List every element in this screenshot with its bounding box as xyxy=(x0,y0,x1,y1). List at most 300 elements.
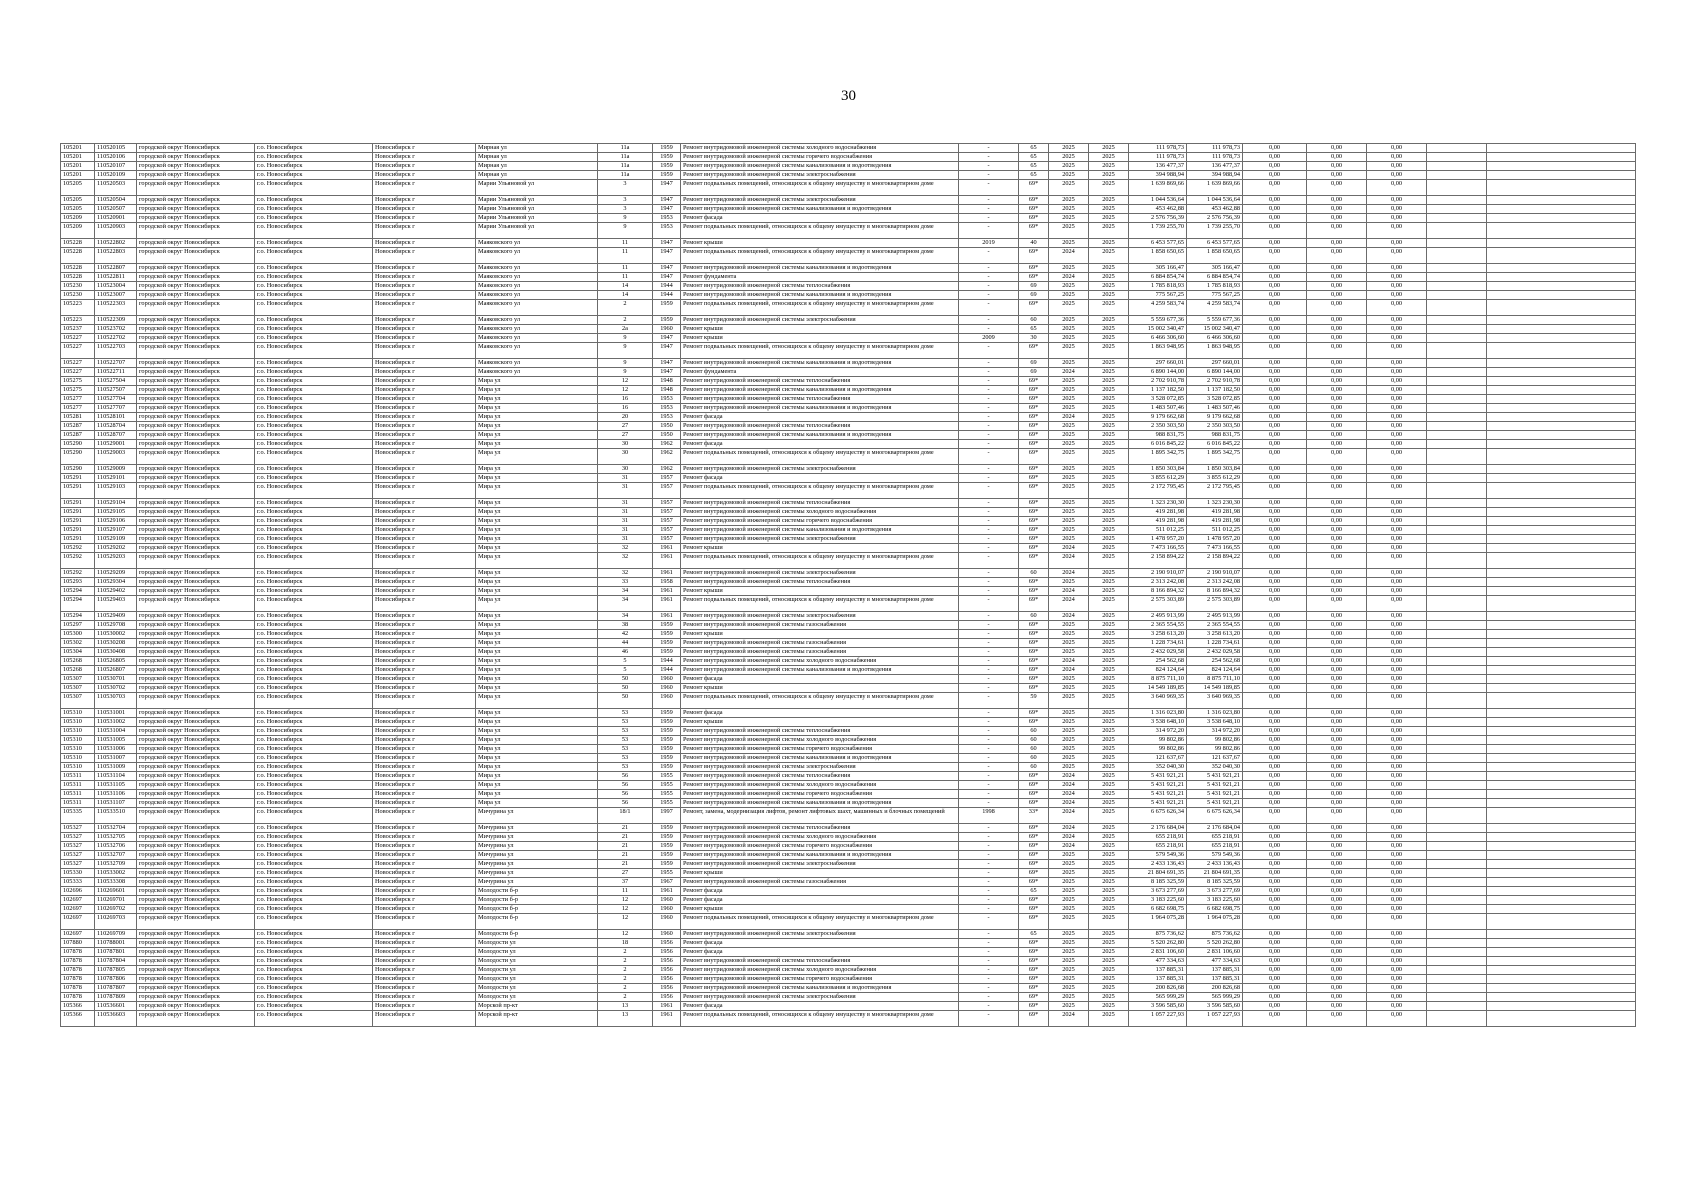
cell-fund-cost: 3 528 072,85 xyxy=(1187,395,1243,404)
table-row xyxy=(61,869,1636,878)
cell-budget-local: 0,00 xyxy=(1367,465,1427,474)
cell-total-cost: 6 466 306,60 xyxy=(1129,334,1187,343)
cell-extra-2 xyxy=(1487,300,1636,316)
cell-fund-cost: 121 637,67 xyxy=(1187,754,1243,763)
cell-street: Мичурина ул xyxy=(476,860,598,869)
cell-settlement: г.о. Новосибирск xyxy=(255,860,373,869)
cell-plan-end: 2025 xyxy=(1089,248,1129,264)
cell-locality: Новосибирск г xyxy=(373,709,476,718)
cell-last-repair-year: - xyxy=(959,171,1019,180)
cell-wear: 69 xyxy=(1019,282,1049,291)
cell-fund-cost: 988 831,75 xyxy=(1187,431,1243,440)
table-row xyxy=(61,630,1636,639)
cell-house-id: 102697 xyxy=(61,930,95,939)
cell-wear: 69 xyxy=(1019,359,1049,368)
cell-work-id: 110523702 xyxy=(95,325,137,334)
cell-work-id: 110530002 xyxy=(95,630,137,639)
cell-fund-cost: 1 316 023,80 xyxy=(1187,709,1243,718)
cell-budget-local: 0,00 xyxy=(1367,948,1427,957)
cell-fund-cost: 3 538 648,10 xyxy=(1187,718,1243,727)
cell-build-year: 1953 xyxy=(653,214,681,223)
cell-budget-federal: 0,00 xyxy=(1243,736,1307,745)
cell-plan-start: 2025 xyxy=(1049,144,1089,153)
cell-locality: Новосибирск г xyxy=(373,264,476,273)
cell-extra-2 xyxy=(1487,413,1636,422)
table-row xyxy=(61,291,1636,300)
cell-settlement: г.о. Новосибирск xyxy=(255,1002,373,1011)
cell-plan-end: 2025 xyxy=(1089,171,1129,180)
cell-budget-local: 0,00 xyxy=(1367,1002,1427,1011)
cell-total-cost: 5 431 921,21 xyxy=(1129,781,1187,790)
table-row xyxy=(61,799,1636,808)
cell-budget-regional: 0,00 xyxy=(1307,914,1367,930)
cell-extra-2 xyxy=(1487,957,1636,966)
cell-budget-federal: 0,00 xyxy=(1243,587,1307,596)
cell-extra-1 xyxy=(1427,639,1487,648)
cell-budget-regional: 0,00 xyxy=(1307,833,1367,842)
cell-municipality: городской округ Новосибирск xyxy=(137,144,255,153)
cell-budget-local: 0,00 xyxy=(1367,914,1427,930)
cell-house-number: 31 xyxy=(598,526,653,535)
cell-plan-end: 2025 xyxy=(1089,860,1129,869)
cell-settlement: г.о. Новосибирск xyxy=(255,569,373,578)
cell-last-repair-year: - xyxy=(959,948,1019,957)
cell-municipality: городской округ Новосибирск xyxy=(137,957,255,966)
cell-municipality: городской округ Новосибирск xyxy=(137,162,255,171)
cell-plan-end: 2025 xyxy=(1089,214,1129,223)
cell-extra-1 xyxy=(1427,544,1487,553)
cell-house-id: 102697 xyxy=(61,896,95,905)
cell-locality: Новосибирск г xyxy=(373,781,476,790)
cell-work-id: 110522802 xyxy=(95,239,137,248)
cell-work-type: Ремонт внутридомовой инженерной системы газоснабжения xyxy=(681,621,959,630)
cell-fund-cost: 136 477,37 xyxy=(1187,162,1243,171)
cell-plan-start: 2024 xyxy=(1049,842,1089,851)
cell-build-year: 1947 xyxy=(653,359,681,368)
cell-budget-federal: 0,00 xyxy=(1243,860,1307,869)
cell-house-number: 27 xyxy=(598,869,653,878)
cell-extra-1 xyxy=(1427,693,1487,709)
cell-budget-regional: 0,00 xyxy=(1307,657,1367,666)
cell-wear: 69* xyxy=(1019,799,1049,808)
cell-plan-start: 2024 xyxy=(1049,368,1089,377)
cell-wear: 69* xyxy=(1019,214,1049,223)
cell-build-year: 1959 xyxy=(653,745,681,754)
cell-budget-regional: 0,00 xyxy=(1307,465,1367,474)
cell-settlement: г.о. Новосибирск xyxy=(255,291,373,300)
cell-budget-regional: 0,00 xyxy=(1307,666,1367,675)
cell-budget-local: 0,00 xyxy=(1367,325,1427,334)
cell-municipality: городской округ Новосибирск xyxy=(137,440,255,449)
cell-budget-federal: 0,00 xyxy=(1243,180,1307,196)
cell-plan-end: 2025 xyxy=(1089,431,1129,440)
cell-settlement: г.о. Новосибирск xyxy=(255,273,373,282)
cell-last-repair-year: 2009 xyxy=(959,334,1019,343)
cell-house-number: 27 xyxy=(598,422,653,431)
cell-extra-2 xyxy=(1487,621,1636,630)
cell-locality: Новосибирск г xyxy=(373,440,476,449)
cell-house-number: 31 xyxy=(598,535,653,544)
cell-house-number: 31 xyxy=(598,483,653,499)
cell-house-number: 5 xyxy=(598,657,653,666)
cell-total-cost: 3 538 648,10 xyxy=(1129,718,1187,727)
cell-work-id: 110520504 xyxy=(95,196,137,205)
cell-work-type: Ремонт фасада xyxy=(681,440,959,449)
cell-house-number: 14 xyxy=(598,282,653,291)
table-row xyxy=(61,334,1636,343)
cell-settlement: г.о. Новосибирск xyxy=(255,578,373,587)
cell-wear: 69* xyxy=(1019,535,1049,544)
cell-plan-end: 2025 xyxy=(1089,869,1129,878)
cell-house-number: 11 xyxy=(598,887,653,896)
cell-work-type: Ремонт внутридомовой инженерной системы канализования и водоотведения xyxy=(681,431,959,440)
cell-work-id: 110529104 xyxy=(95,499,137,508)
cell-work-type: Ремонт внутридомовой инженерной системы холодного водоснабжения xyxy=(681,657,959,666)
cell-plan-start: 2025 xyxy=(1049,675,1089,684)
table-row xyxy=(61,684,1636,693)
cell-house-id: 105327 xyxy=(61,851,95,860)
cell-house-number: 12 xyxy=(598,386,653,395)
cell-build-year: 1962 xyxy=(653,440,681,449)
table-row xyxy=(61,153,1636,162)
cell-work-type: Ремонт внутридомовой инженерной системы канализования и водоотведения xyxy=(681,291,959,300)
cell-locality: Новосибирск г xyxy=(373,171,476,180)
cell-house-id: 105300 xyxy=(61,630,95,639)
cell-house-id: 105302 xyxy=(61,639,95,648)
cell-wear: 65 xyxy=(1019,325,1049,334)
cell-wear: 69* xyxy=(1019,621,1049,630)
cell-total-cost: 6 453 577,65 xyxy=(1129,239,1187,248)
cell-total-cost: 824 124,64 xyxy=(1129,666,1187,675)
cell-extra-1 xyxy=(1427,1011,1487,1027)
cell-municipality: городской округ Новосибирск xyxy=(137,772,255,781)
cell-wear: 65 xyxy=(1019,930,1049,939)
cell-build-year: 1944 xyxy=(653,291,681,300)
cell-settlement: г.о. Новосибирск xyxy=(255,842,373,851)
cell-locality: Новосибирск г xyxy=(373,431,476,440)
cell-last-repair-year: - xyxy=(959,745,1019,754)
cell-budget-local: 0,00 xyxy=(1367,709,1427,718)
cell-street: Мира ул xyxy=(476,630,598,639)
cell-work-id: 110520901 xyxy=(95,214,137,223)
cell-work-id: 110530701 xyxy=(95,675,137,684)
cell-extra-2 xyxy=(1487,553,1636,569)
cell-work-id: 110529109 xyxy=(95,535,137,544)
cell-work-id: 110529209 xyxy=(95,569,137,578)
cell-total-cost: 2 702 910,78 xyxy=(1129,377,1187,386)
cell-plan-start: 2025 xyxy=(1049,966,1089,975)
cell-fund-cost: 1 137 182,50 xyxy=(1187,386,1243,395)
cell-total-cost: 1 478 957,20 xyxy=(1129,535,1187,544)
table-row xyxy=(61,851,1636,860)
cell-budget-regional: 0,00 xyxy=(1307,316,1367,325)
cell-house-id: 105311 xyxy=(61,799,95,808)
cell-locality: Новосибирск г xyxy=(373,196,476,205)
cell-work-id: 110532706 xyxy=(95,842,137,851)
cell-total-cost: 6 884 854,74 xyxy=(1129,273,1187,282)
table-row xyxy=(61,526,1636,535)
cell-locality: Новосибирск г xyxy=(373,621,476,630)
cell-locality: Новосибирск г xyxy=(373,239,476,248)
cell-total-cost: 1 858 650,65 xyxy=(1129,248,1187,264)
cell-build-year: 1961 xyxy=(653,1011,681,1027)
cell-budget-federal: 0,00 xyxy=(1243,781,1307,790)
cell-plan-end: 2025 xyxy=(1089,386,1129,395)
cell-total-cost: 1 639 869,66 xyxy=(1129,180,1187,196)
cell-house-id: 105294 xyxy=(61,612,95,621)
cell-locality: Новосибирск г xyxy=(373,824,476,833)
cell-locality: Новосибирск г xyxy=(373,282,476,291)
cell-wear: 60 xyxy=(1019,754,1049,763)
cell-work-type: Ремонт подвальных помещений, относящихся к общему имуществу в многоквартирном доме xyxy=(681,343,959,359)
cell-locality: Новосибирск г xyxy=(373,223,476,239)
cell-work-type: Ремонт внутридомовой инженерной системы холодного водоснабжения xyxy=(681,736,959,745)
cell-budget-regional: 0,00 xyxy=(1307,359,1367,368)
cell-plan-start: 2025 xyxy=(1049,291,1089,300)
table-row xyxy=(61,612,1636,621)
cell-total-cost: 5 559 677,36 xyxy=(1129,316,1187,325)
cell-budget-local: 0,00 xyxy=(1367,718,1427,727)
cell-street: Мирная ул xyxy=(476,171,598,180)
cell-total-cost: 2 158 894,22 xyxy=(1129,553,1187,569)
cell-plan-end: 2025 xyxy=(1089,851,1129,860)
cell-work-type: Ремонт крыши xyxy=(681,239,959,248)
cell-extra-1 xyxy=(1427,377,1487,386)
cell-locality: Новосибирск г xyxy=(373,648,476,657)
cell-extra-2 xyxy=(1487,754,1636,763)
cell-wear: 69* xyxy=(1019,499,1049,508)
cell-plan-start: 2024 xyxy=(1049,799,1089,808)
cell-extra-2 xyxy=(1487,869,1636,878)
table-row xyxy=(61,395,1636,404)
cell-total-cost: 3 640 969,35 xyxy=(1129,693,1187,709)
cell-budget-federal: 0,00 xyxy=(1243,569,1307,578)
cell-work-type: Ремонт крыши xyxy=(681,869,959,878)
cell-street: Молодости ул xyxy=(476,966,598,975)
cell-house-id: 105294 xyxy=(61,587,95,596)
cell-work-type: Ремонт внутридомовой инженерной системы горячего водоснабжения xyxy=(681,745,959,754)
cell-budget-regional: 0,00 xyxy=(1307,535,1367,544)
cell-wear: 69 xyxy=(1019,291,1049,300)
cell-build-year: 1959 xyxy=(653,727,681,736)
cell-locality: Новосибирск г xyxy=(373,966,476,975)
cell-build-year: 1961 xyxy=(653,587,681,596)
cell-work-type: Ремонт внутридомовой инженерной системы холодного водоснабжения xyxy=(681,144,959,153)
cell-plan-end: 2025 xyxy=(1089,948,1129,957)
cell-plan-start: 2025 xyxy=(1049,474,1089,483)
cell-street: Мира ул xyxy=(476,799,598,808)
cell-work-type: Ремонт фасада xyxy=(681,709,959,718)
cell-settlement: г.о. Новосибирск xyxy=(255,709,373,718)
cell-plan-start: 2025 xyxy=(1049,736,1089,745)
cell-plan-end: 2025 xyxy=(1089,300,1129,316)
cell-fund-cost: 2 433 136,43 xyxy=(1187,860,1243,869)
cell-build-year: 1959 xyxy=(653,851,681,860)
cell-locality: Новосибирск г xyxy=(373,878,476,887)
cell-extra-1 xyxy=(1427,205,1487,214)
cell-plan-start: 2025 xyxy=(1049,984,1089,993)
cell-fund-cost: 2 176 684,04 xyxy=(1187,824,1243,833)
cell-house-id: 105307 xyxy=(61,684,95,693)
cell-plan-start: 2025 xyxy=(1049,465,1089,474)
cell-settlement: г.о. Новосибирск xyxy=(255,736,373,745)
cell-locality: Новосибирск г xyxy=(373,483,476,499)
cell-street: Молодости б-р xyxy=(476,896,598,905)
cell-build-year: 1960 xyxy=(653,684,681,693)
cell-work-type: Ремонт фасада xyxy=(681,413,959,422)
cell-fund-cost: 137 885,31 xyxy=(1187,966,1243,975)
cell-locality: Новосибирск г xyxy=(373,905,476,914)
cell-budget-regional: 0,00 xyxy=(1307,526,1367,535)
cell-build-year: 1957 xyxy=(653,535,681,544)
cell-work-id: 110529402 xyxy=(95,587,137,596)
cell-plan-end: 2025 xyxy=(1089,887,1129,896)
cell-extra-1 xyxy=(1427,535,1487,544)
cell-fund-cost: 1 228 734,61 xyxy=(1187,639,1243,648)
cell-budget-local: 0,00 xyxy=(1367,239,1427,248)
cell-street: Мира ул xyxy=(476,639,598,648)
cell-build-year: 1955 xyxy=(653,790,681,799)
cell-build-year: 1955 xyxy=(653,781,681,790)
cell-budget-federal: 0,00 xyxy=(1243,612,1307,621)
cell-house-number: 11а xyxy=(598,144,653,153)
cell-budget-regional: 0,00 xyxy=(1307,851,1367,860)
cell-budget-regional: 0,00 xyxy=(1307,684,1367,693)
cell-house-number: 34 xyxy=(598,596,653,612)
cell-locality: Новосибирск г xyxy=(373,745,476,754)
cell-budget-regional: 0,00 xyxy=(1307,799,1367,808)
cell-build-year: 1953 xyxy=(653,404,681,413)
cell-total-cost: 6 890 144,00 xyxy=(1129,368,1187,377)
cell-wear: 69* xyxy=(1019,630,1049,639)
cell-extra-2 xyxy=(1487,630,1636,639)
cell-fund-cost: 1 057 227,93 xyxy=(1187,1011,1243,1027)
cell-street: Маяковского ул xyxy=(476,248,598,264)
cell-municipality: городской округ Новосибирск xyxy=(137,413,255,422)
cell-wear: 69* xyxy=(1019,993,1049,1002)
cell-wear: 65 xyxy=(1019,171,1049,180)
cell-street: Мира ул xyxy=(476,596,598,612)
cell-total-cost: 21 804 691,35 xyxy=(1129,869,1187,878)
table-row xyxy=(61,596,1636,612)
cell-work-type: Ремонт крыши xyxy=(681,587,959,596)
cell-total-cost: 1 964 075,28 xyxy=(1129,914,1187,930)
cell-work-id: 110522711 xyxy=(95,368,137,377)
cell-work-id: 110527707 xyxy=(95,404,137,413)
cell-municipality: городской округ Новосибирск xyxy=(137,993,255,1002)
table-row xyxy=(61,171,1636,180)
cell-settlement: г.о. Новосибирск xyxy=(255,214,373,223)
cell-work-id: 110529202 xyxy=(95,544,137,553)
cell-house-id: 105366 xyxy=(61,1002,95,1011)
cell-budget-local: 0,00 xyxy=(1367,171,1427,180)
cell-plan-end: 2025 xyxy=(1089,587,1129,596)
cell-municipality: городской округ Новосибирск xyxy=(137,666,255,675)
cell-municipality: городской округ Новосибирск xyxy=(137,930,255,939)
cell-locality: Новосибирск г xyxy=(373,718,476,727)
cell-street: Мира ул xyxy=(476,449,598,465)
cell-total-cost: 2 172 795,45 xyxy=(1129,483,1187,499)
cell-house-number: 9 xyxy=(598,359,653,368)
cell-last-repair-year: - xyxy=(959,569,1019,578)
cell-extra-2 xyxy=(1487,675,1636,684)
cell-fund-cost: 2 190 910,07 xyxy=(1187,569,1243,578)
cell-extra-1 xyxy=(1427,930,1487,939)
cell-plan-end: 2025 xyxy=(1089,569,1129,578)
cell-total-cost: 579 549,36 xyxy=(1129,851,1187,860)
cell-plan-end: 2025 xyxy=(1089,264,1129,273)
cell-fund-cost: 5 431 921,21 xyxy=(1187,799,1243,808)
cell-budget-local: 0,00 xyxy=(1367,587,1427,596)
cell-extra-1 xyxy=(1427,842,1487,851)
table-row xyxy=(61,273,1636,282)
cell-work-id: 110520503 xyxy=(95,180,137,196)
cell-municipality: городской округ Новосибирск xyxy=(137,368,255,377)
cell-extra-2 xyxy=(1487,196,1636,205)
cell-budget-local: 0,00 xyxy=(1367,517,1427,526)
cell-work-type: Ремонт внутридомовой инженерной системы канализования и водоотведения xyxy=(681,386,959,395)
cell-house-number: 2 xyxy=(598,300,653,316)
cell-wear: 69* xyxy=(1019,684,1049,693)
cell-work-type: Ремонт подвальных помещений, относящихся к общему имуществу в многоквартирном доме xyxy=(681,248,959,264)
cell-settlement: г.о. Новосибирск xyxy=(255,404,373,413)
cell-municipality: городской округ Новосибирск xyxy=(137,474,255,483)
cell-locality: Новосибирск г xyxy=(373,377,476,386)
cell-budget-federal: 0,00 xyxy=(1243,474,1307,483)
table-row xyxy=(61,905,1636,914)
cell-municipality: городской округ Новосибирск xyxy=(137,621,255,630)
cell-budget-local: 0,00 xyxy=(1367,657,1427,666)
cell-extra-1 xyxy=(1427,171,1487,180)
cell-street: Мира ул xyxy=(476,578,598,587)
cell-budget-federal: 0,00 xyxy=(1243,630,1307,639)
cell-plan-start: 2025 xyxy=(1049,483,1089,499)
cell-build-year: 1959 xyxy=(653,153,681,162)
cell-plan-end: 2025 xyxy=(1089,162,1129,171)
cell-total-cost: 5 520 262,80 xyxy=(1129,939,1187,948)
cell-house-number: 16 xyxy=(598,395,653,404)
cell-last-repair-year: - xyxy=(959,544,1019,553)
cell-plan-start: 2024 xyxy=(1049,790,1089,799)
cell-municipality: городской округ Новосибирск xyxy=(137,869,255,878)
cell-budget-regional: 0,00 xyxy=(1307,939,1367,948)
cell-locality: Новосибирск г xyxy=(373,948,476,957)
cell-settlement: г.о. Новосибирск xyxy=(255,781,373,790)
cell-budget-regional: 0,00 xyxy=(1307,745,1367,754)
cell-plan-end: 2025 xyxy=(1089,596,1129,612)
cell-plan-start: 2025 xyxy=(1049,754,1089,763)
cell-build-year: 1959 xyxy=(653,144,681,153)
cell-plan-start: 2025 xyxy=(1049,180,1089,196)
repair-schedule-table xyxy=(60,143,1636,1027)
cell-build-year: 1961 xyxy=(653,887,681,896)
cell-house-number: 18/1 xyxy=(598,808,653,824)
cell-municipality: городской округ Новосибирск xyxy=(137,754,255,763)
table-row xyxy=(61,975,1636,984)
cell-total-cost: 5 431 921,21 xyxy=(1129,772,1187,781)
cell-wear: 69* xyxy=(1019,860,1049,869)
cell-plan-start: 2025 xyxy=(1049,869,1089,878)
cell-budget-local: 0,00 xyxy=(1367,754,1427,763)
cell-plan-end: 2025 xyxy=(1089,905,1129,914)
cell-street: Мира ул xyxy=(476,666,598,675)
cell-house-id: 105327 xyxy=(61,824,95,833)
cell-house-id: 105311 xyxy=(61,781,95,790)
cell-budget-local: 0,00 xyxy=(1367,153,1427,162)
cell-extra-2 xyxy=(1487,657,1636,666)
cell-work-type: Ремонт крыши xyxy=(681,905,959,914)
cell-budget-regional: 0,00 xyxy=(1307,291,1367,300)
